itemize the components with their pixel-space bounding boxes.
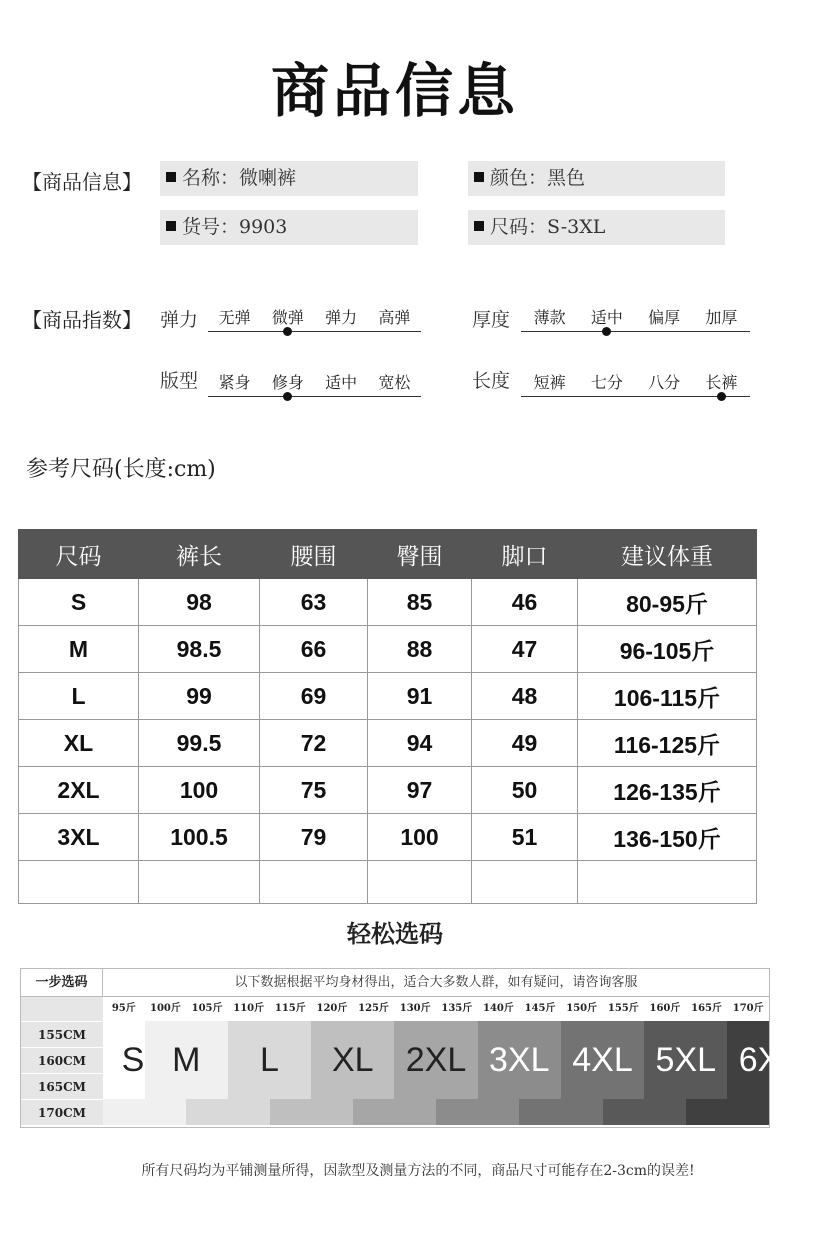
info-color-box (468, 161, 725, 196)
size-label: 3XL (489, 1041, 550, 1079)
table-cell: 94 (368, 720, 472, 767)
table-row (19, 626, 757, 673)
info-itemno-box (160, 210, 418, 245)
bullet-icon (474, 221, 484, 231)
size-table-header-cell: 臀围 (368, 530, 472, 579)
weight-label: 105斤 (191, 1003, 223, 1014)
weight-label: 115斤 (274, 1003, 306, 1014)
table-cell (472, 861, 578, 904)
size-label: S (121, 1041, 145, 1079)
weight-label: 135斤 (441, 1003, 473, 1014)
table-cell: 79 (260, 814, 368, 861)
index-option: 弹力 (325, 308, 358, 327)
index-option: 适中 (325, 373, 358, 392)
info-item-no: 货号：9903 (182, 216, 288, 238)
index-option: 七分 (590, 373, 623, 392)
table-cell: 91 (368, 673, 472, 720)
measurement-note: 所有尺码均为平铺测量所得，因款型及测量方法的不同，商品尺寸可能存在2-3cm的误差! (141, 1163, 695, 1179)
size-table-header-cell: 建议体重 (578, 530, 757, 579)
index-selected-dot (283, 327, 292, 336)
index-option: 适中 (590, 308, 623, 327)
table-row (19, 861, 757, 904)
table-row (19, 814, 757, 861)
table-cell: 51 (472, 814, 578, 861)
height-label: 160CM (21, 1047, 103, 1073)
index-scale-line (208, 331, 421, 332)
info-size: 尺码：S-3XL (490, 216, 606, 238)
table-cell: 3XL (19, 814, 139, 861)
weight-label: 125斤 (358, 1003, 389, 1014)
table-cell: XL (19, 720, 139, 767)
table-cell: 126-135斤 (578, 767, 757, 814)
table-cell: 116-125斤 (578, 720, 757, 767)
table-cell: M (19, 626, 139, 673)
size-block (186, 1099, 269, 1125)
size-label: M (172, 1041, 201, 1079)
index-section-label: 【商品指数】 (22, 308, 142, 332)
table-cell: 75 (260, 767, 368, 814)
weight-label: 130斤 (399, 1003, 431, 1014)
table-cell: 100 (139, 767, 260, 814)
index-option: 微弹 (271, 308, 304, 327)
table-cell: 100.5 (139, 814, 260, 861)
info-size-box (468, 210, 725, 245)
index-option: 偏厚 (648, 308, 681, 327)
table-cell: 98.5 (139, 626, 260, 673)
table-cell (19, 861, 139, 904)
weight-label: 160斤 (649, 1003, 681, 1014)
index-scale-line (521, 396, 750, 397)
index-scale-line (521, 331, 750, 332)
weight-label: 145斤 (524, 1003, 556, 1014)
weight-label: 155斤 (607, 1003, 639, 1014)
index-selected-dot (602, 327, 611, 336)
size-block (270, 1099, 353, 1125)
size-block (686, 1099, 769, 1125)
size-block (103, 1099, 186, 1125)
index-option: 长裤 (705, 373, 738, 392)
table-row (19, 720, 757, 767)
size-block (603, 1099, 686, 1125)
table-cell: L (19, 673, 139, 720)
weight-label: 120斤 (316, 1003, 348, 1014)
size-block (353, 1099, 436, 1125)
size-label: 5XL (655, 1041, 716, 1079)
size-label: 2XL (405, 1041, 467, 1079)
table-cell: S (19, 579, 139, 626)
table-cell: 96-105斤 (578, 626, 757, 673)
index-selected-dot (283, 392, 292, 401)
weight-label: 170斤 (732, 1003, 764, 1014)
size-table-header-cell: 裤长 (139, 530, 260, 579)
table-cell: 2XL (19, 767, 139, 814)
table-cell: 49 (472, 720, 578, 767)
bullet-icon (474, 172, 484, 182)
index-option: 薄款 (533, 308, 566, 327)
index-option: 宽松 (378, 373, 411, 392)
table-cell: 99 (139, 673, 260, 720)
table-cell: 97 (368, 767, 472, 814)
weight-label: 95斤 (111, 1003, 136, 1014)
info-color: 颜色：黑色 (490, 167, 586, 189)
table-cell: 136-150斤 (578, 814, 757, 861)
info-name-box (160, 161, 418, 196)
size-table (18, 529, 757, 904)
size-block (436, 1099, 519, 1125)
index-scale-line (208, 396, 421, 397)
size-table-header-cell: 腰围 (260, 530, 368, 579)
table-row (19, 579, 757, 626)
table-cell: 106-115斤 (578, 673, 757, 720)
size-table-title: 参考尺码(长度:cm) (26, 457, 216, 482)
index-option: 无弹 (218, 308, 251, 327)
size-table-header (19, 530, 757, 579)
index-option: 高弹 (378, 308, 411, 327)
table-cell (368, 861, 472, 904)
index-title: 长度 (472, 370, 511, 392)
index-title: 版型 (160, 370, 199, 392)
table-cell: 100 (368, 814, 472, 861)
table-cell: 66 (260, 626, 368, 673)
index-option: 修身 (271, 373, 304, 392)
weight-label: 100斤 (150, 1003, 181, 1014)
table-cell: 80-95斤 (578, 579, 757, 626)
info-section-label: 【商品信息】 (22, 170, 142, 194)
table-row (19, 673, 757, 720)
index-option: 短裤 (533, 373, 566, 392)
height-label: 155CM (21, 1021, 103, 1047)
index-title: 厚度 (472, 309, 511, 331)
info-name: 名称：微喇裤 (182, 167, 297, 189)
size-block (519, 1099, 602, 1125)
table-cell: 88 (368, 626, 472, 673)
weights-corner (21, 997, 103, 1021)
page-title: 商品信息 (270, 57, 519, 125)
weight-label: 140斤 (483, 1003, 514, 1014)
height-label: 165CM (21, 1073, 103, 1099)
size-label: L (260, 1041, 279, 1079)
table-cell: 48 (472, 673, 578, 720)
table-row (19, 767, 757, 814)
size-table-header-cell: 尺码 (19, 530, 139, 579)
size-selection-chart (20, 968, 800, 1128)
table-cell: 85 (368, 579, 472, 626)
table-cell (260, 861, 368, 904)
weight-label: 150斤 (566, 1003, 598, 1014)
bullet-icon (166, 172, 176, 182)
weight-label: 110斤 (233, 1003, 265, 1014)
easy-select-title: 轻松选码 (347, 920, 443, 948)
table-cell: 72 (260, 720, 368, 767)
size-label: 4XL (572, 1041, 633, 1079)
bullet-icon (166, 221, 176, 231)
height-label: 170CM (21, 1099, 103, 1125)
table-cell: 63 (260, 579, 368, 626)
size-label: 6XL (738, 1041, 800, 1079)
table-cell: 50 (472, 767, 578, 814)
table-cell (139, 861, 260, 904)
table-cell: 99.5 (139, 720, 260, 767)
weight-label: 165斤 (691, 1003, 722, 1014)
chart-notice: 以下数据根据平均身材得出，适合大多数人群，如有疑问，请咨询客服 (103, 969, 769, 997)
index-selected-dot (717, 392, 726, 401)
table-cell: 47 (472, 626, 578, 673)
size-table-header-cell: 脚口 (472, 530, 578, 579)
index-title: 弹力 (160, 309, 199, 331)
index-option: 加厚 (705, 308, 738, 327)
table-cell: 69 (260, 673, 368, 720)
size-label: XL (331, 1041, 374, 1079)
table-cell (578, 861, 757, 904)
index-option: 紧身 (218, 373, 251, 392)
index-option: 八分 (648, 373, 681, 392)
table-cell: 98 (139, 579, 260, 626)
corner-label: 一步选码 (21, 969, 103, 997)
table-cell: 46 (472, 579, 578, 626)
